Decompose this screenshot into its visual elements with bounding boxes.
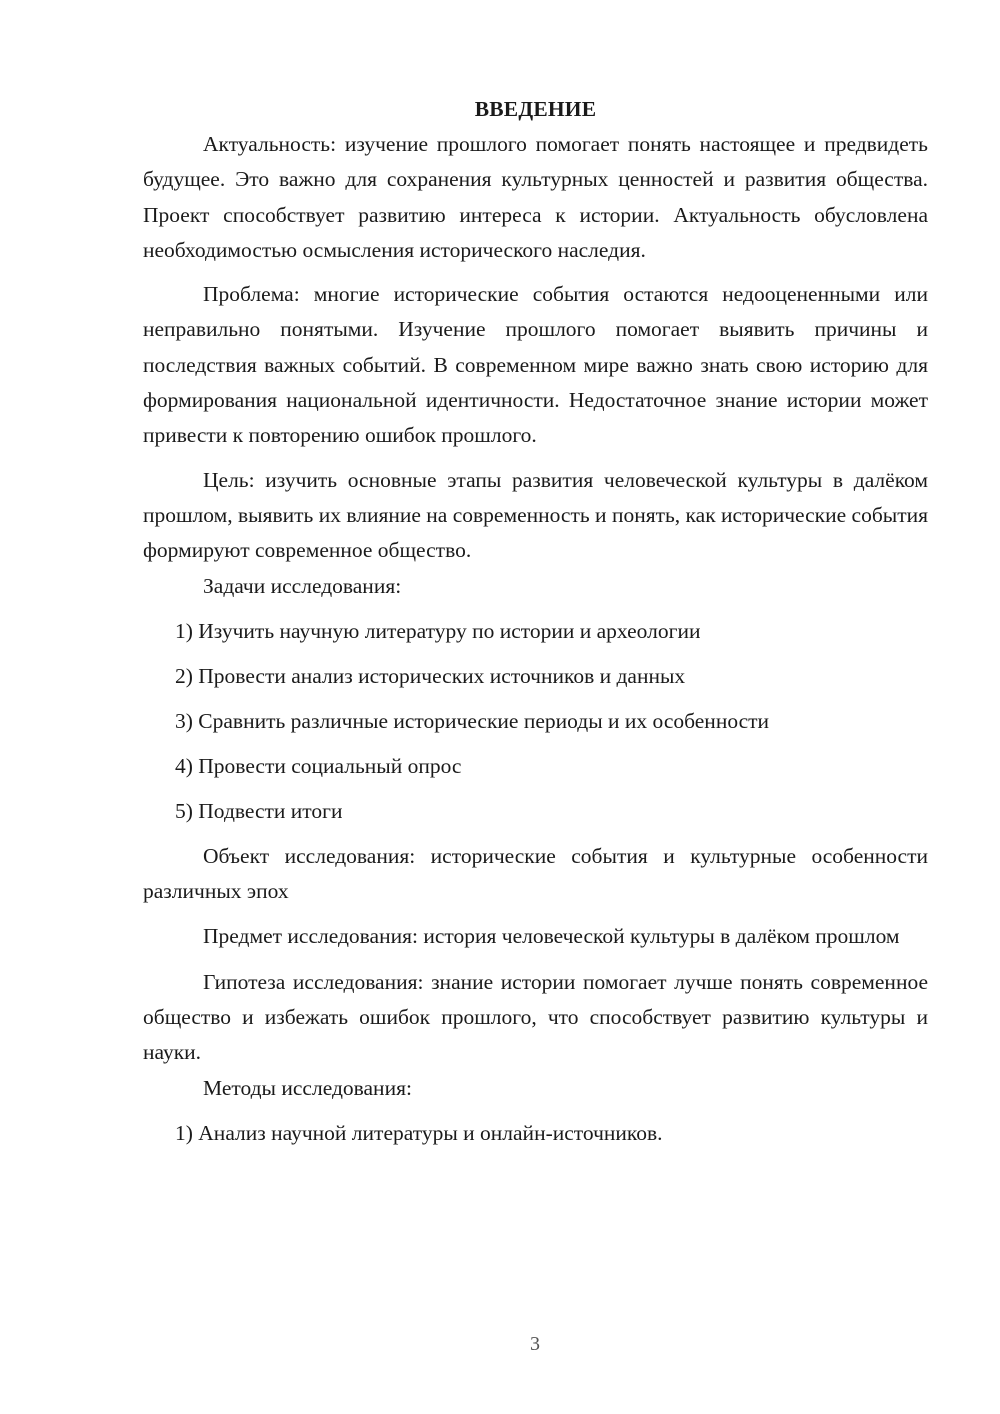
task-item: 2) Провести анализ исторических источников и данных [175, 663, 686, 688]
section-title: ВВЕДЕНИЕ [474, 97, 597, 121]
task-item: 3) Сравнить различные исторические периоды и их особенности [175, 708, 770, 733]
methods-heading: Методы исследования: [203, 1075, 412, 1100]
methods-list [143, 1116, 928, 1151]
task-item: 5) Подвести итоги [175, 798, 343, 823]
subject-paragraph: Предмет исследования: история человеческой культуры в далёком прошлом [203, 924, 900, 949]
page-number: 3 [530, 1333, 540, 1355]
object-paragraph: Объект исследования: исторические события и культурные особенности различных эпох [143, 843, 928, 904]
task-item: 1) Изучить научную литературу по истории и археологии [175, 618, 701, 643]
document-page [143, 92, 928, 1151]
problem-paragraph: Проблема: многие исторические события остаются недооцененными или неправильно понятыми. Изучение прошлого помогает выявить причины и последствия важных событий. В современном мире важно знать свою историю для формирования национальной идентичности. Недостаточное знание истории может привести к повторению ошибок прошлого. [143, 282, 928, 448]
method-item: 1) Анализ научной литературы и онлайн-источников. [175, 1120, 663, 1145]
tasks-list [143, 614, 928, 829]
tasks-heading: Задачи исследования: [203, 573, 402, 598]
task-item: 4) Провести социальный опрос [175, 753, 462, 778]
goal-paragraph: Цель: изучить основные этапы развития человеческой культуры в далёком прошлом, выявить их влияние на современность и понять, как исторические события формируют современное общество. [143, 467, 928, 563]
hypothesis-paragraph: Гипотеза исследования: знание истории помогает лучше понять современное общество и избежать ошибок прошлого, что способствует развитию культуры и науки. [143, 969, 928, 1065]
relevance-paragraph: Актуальность: изучение прошлого помогает понять настоящее и предвидеть будущее. Это важно для сохранения культурных ценностей и развития общества. Проект способствует развитию интереса к истории. Актуальность обусловлена необходимостью осмысления исторического наследия. [143, 132, 928, 262]
